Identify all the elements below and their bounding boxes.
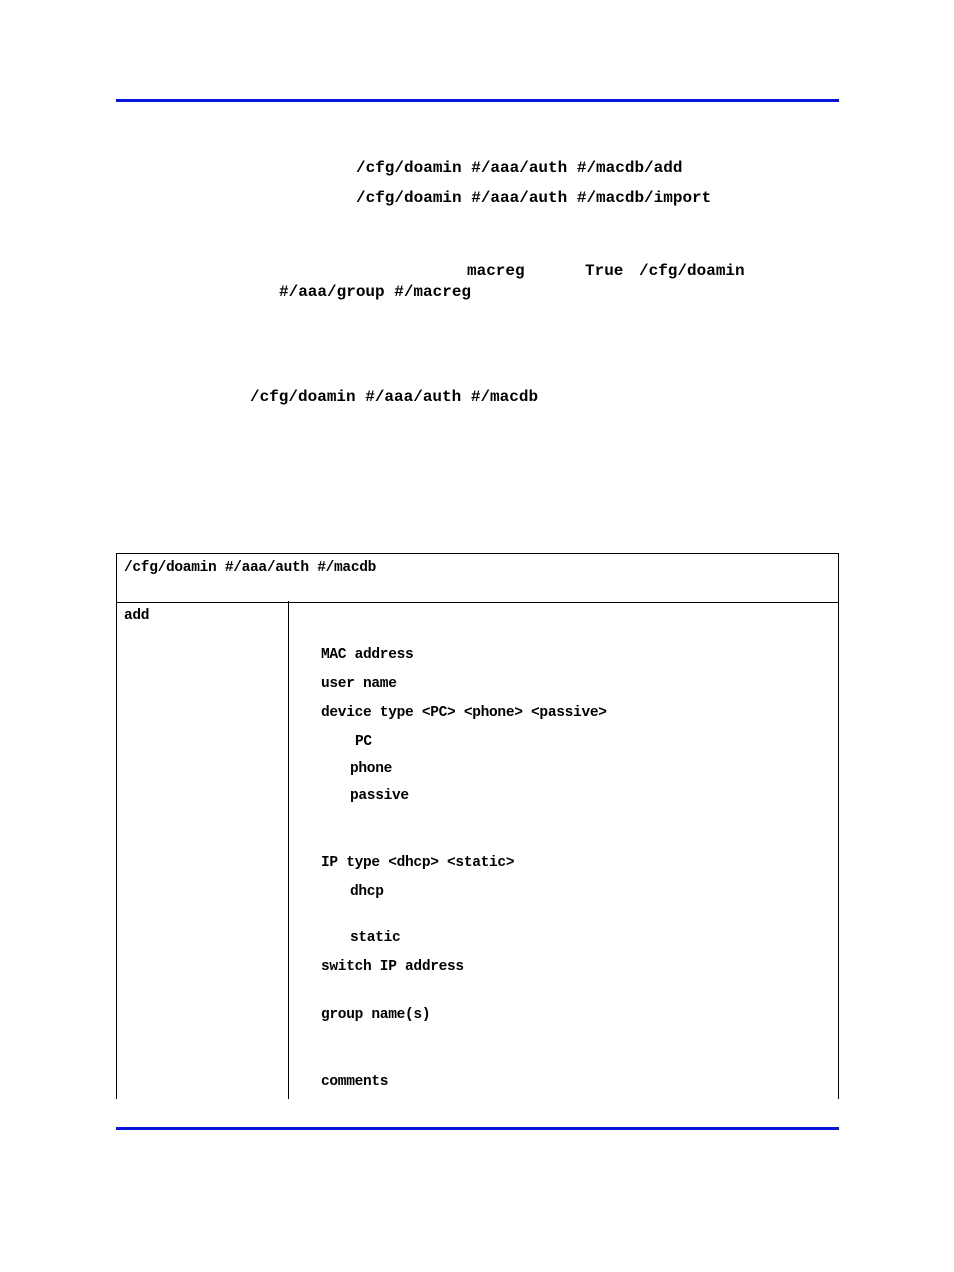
keyword-true: True bbox=[585, 262, 624, 280]
table-header: /cfg/doamin #/aaa/auth #/macdb bbox=[124, 560, 377, 576]
bottom-rule bbox=[116, 1127, 839, 1130]
table-right-border bbox=[838, 601, 839, 1099]
top-rule bbox=[116, 99, 839, 102]
param-pc: PC bbox=[355, 734, 372, 750]
param-group-names: group name(s) bbox=[321, 1007, 431, 1023]
command-doamin: /cfg/doamin bbox=[639, 262, 745, 280]
param-comments: comments bbox=[321, 1074, 389, 1090]
param-static: static bbox=[350, 930, 401, 946]
command-macdb: /cfg/doamin #/aaa/auth #/macdb bbox=[250, 388, 539, 406]
param-phone: phone bbox=[350, 761, 393, 777]
param-passive: passive bbox=[350, 788, 409, 804]
table-left-border bbox=[116, 601, 117, 1099]
param-dhcp: dhcp bbox=[350, 884, 384, 900]
param-mac-address: MAC address bbox=[321, 647, 414, 663]
table-command-add: add bbox=[124, 608, 150, 624]
param-switch-ip: switch IP address bbox=[321, 959, 464, 975]
param-user-name: user name bbox=[321, 676, 397, 692]
table-column-divider bbox=[288, 601, 289, 1099]
keyword-macreg: macreg bbox=[467, 262, 525, 280]
command-group-macreg: #/aaa/group #/macreg bbox=[279, 283, 472, 301]
param-ip-type: IP type <dhcp> <static> bbox=[321, 855, 515, 871]
param-device-type: device type <PC> <phone> <passive> bbox=[321, 705, 607, 721]
command-import: /cfg/doamin #/aaa/auth #/macdb/import bbox=[356, 189, 712, 207]
command-add: /cfg/doamin #/aaa/auth #/macdb/add bbox=[356, 159, 683, 177]
